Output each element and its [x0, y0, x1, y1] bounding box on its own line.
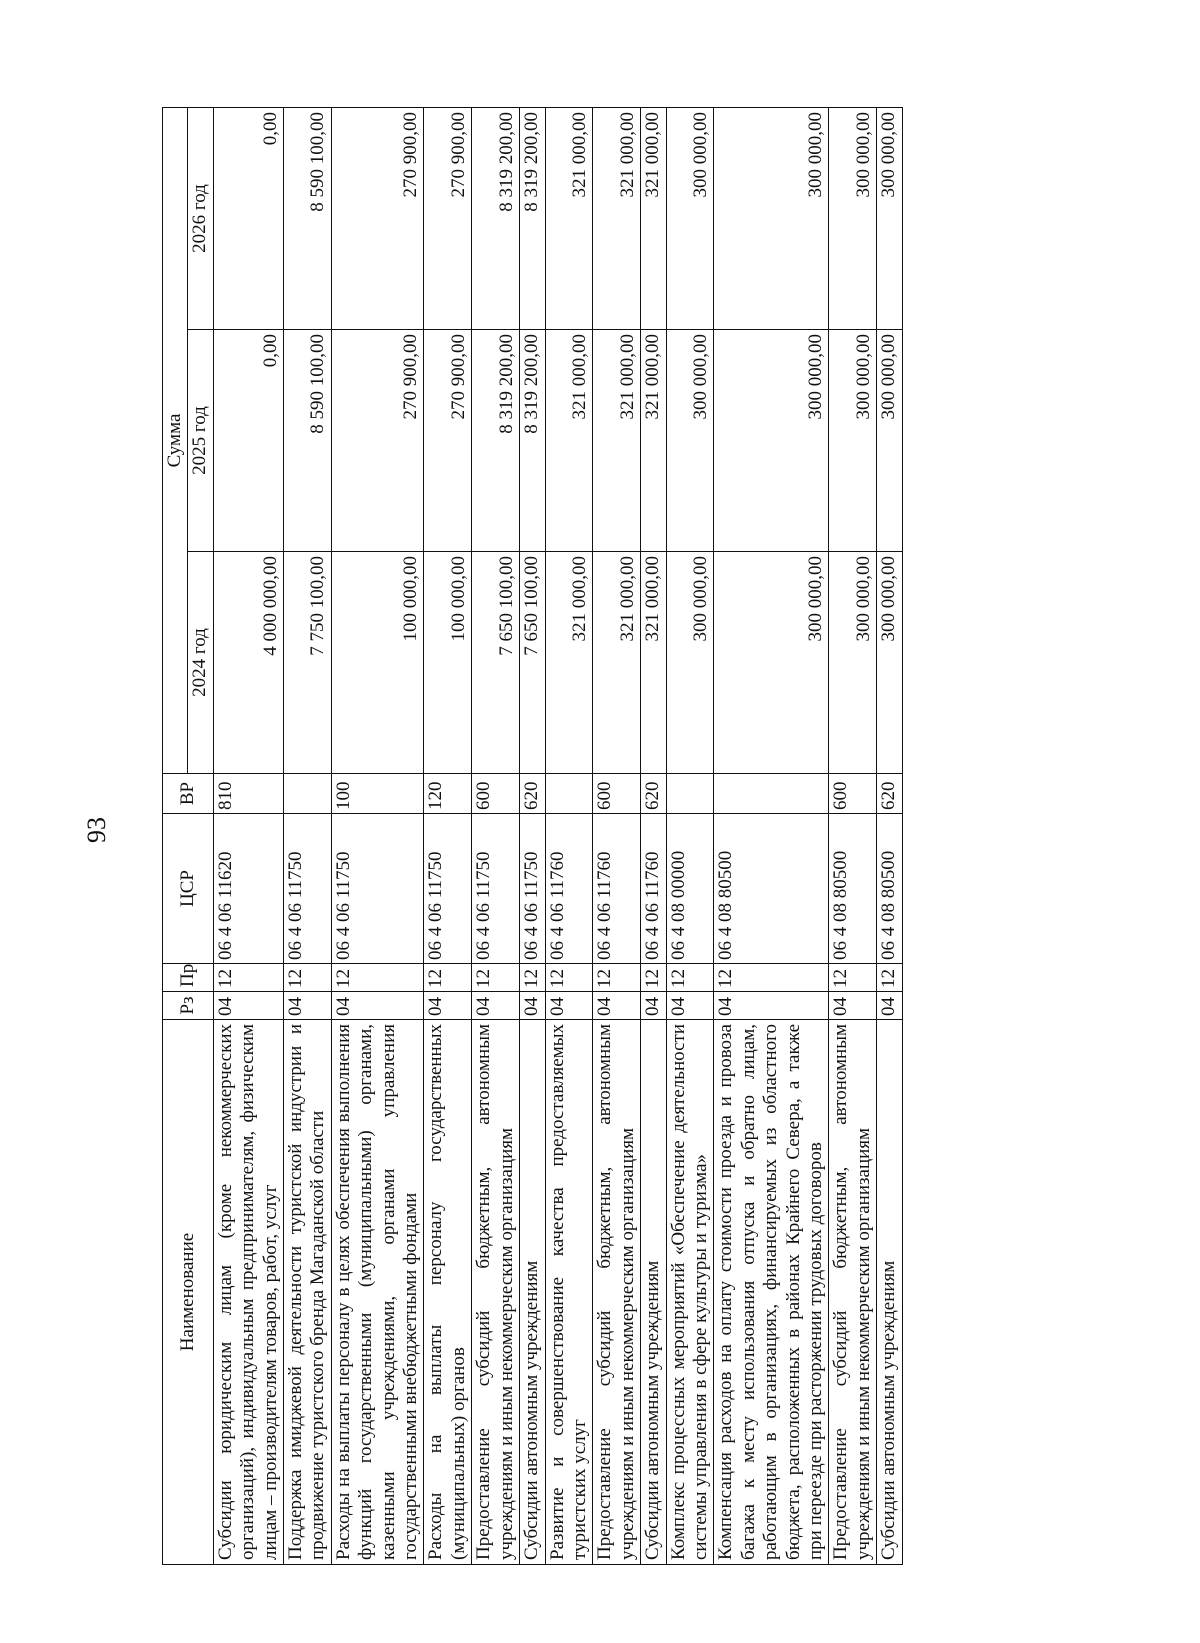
table-cell-name: Субсидии автономным учреждениям	[641, 1020, 666, 1565]
table-cell-rz: 04	[641, 992, 666, 1020]
table-cell-2024: 300 000,00	[666, 552, 714, 774]
table-cell-csr: 06 4 06 11760	[545, 814, 593, 964]
table-cell-rz: 04	[284, 992, 332, 1020]
table-cell-vr	[284, 774, 332, 814]
table-row	[284, 108, 332, 1565]
table-cell-rz: 04	[877, 992, 902, 1020]
table-row	[593, 108, 641, 1565]
table-cell-2026: 300 000,00	[877, 108, 902, 330]
table-cell-pr: 12	[520, 964, 545, 992]
header-rz: Рз	[163, 992, 214, 1020]
table-cell-vr: 620	[877, 774, 902, 814]
table-cell-vr	[545, 774, 593, 814]
table-cell-vr: 620	[641, 774, 666, 814]
table-cell-pr: 12	[424, 964, 472, 992]
table-cell-pr: 12	[472, 964, 520, 992]
table-row	[829, 108, 877, 1565]
table-cell-2026: 300 000,00	[714, 108, 829, 330]
table-cell-2025: 300 000,00	[714, 330, 829, 552]
table-cell-csr: 06 4 06 11760	[641, 814, 666, 964]
table-cell-name: Предоставление субсидий бюджетным, автономным учреждениям и иным некоммерческим организациям	[829, 1020, 877, 1565]
table-cell-2024: 100 000,00	[331, 552, 424, 774]
table-cell-2024: 4 000 000,00	[213, 552, 283, 774]
table-cell-csr: 06 4 06 11750	[331, 814, 424, 964]
table-cell-csr: 06 4 06 11750	[520, 814, 545, 964]
table-row	[424, 108, 472, 1565]
table-cell-rz: 04	[472, 992, 520, 1020]
table-cell-2026: 300 000,00	[666, 108, 714, 330]
table-cell-pr: 12	[284, 964, 332, 992]
table-cell-vr	[666, 774, 714, 814]
table-cell-2025: 8 319 200,00	[472, 330, 520, 552]
table-cell-2024: 7 650 100,00	[472, 552, 520, 774]
table-cell-csr: 06 4 08 80500	[829, 814, 877, 964]
table-cell-2025: 8 319 200,00	[520, 330, 545, 552]
table-row	[545, 108, 593, 1565]
table-cell-csr: 06 4 06 11750	[284, 814, 332, 964]
table-row	[641, 108, 666, 1565]
table-cell-2025: 300 000,00	[666, 330, 714, 552]
table-cell-vr: 120	[424, 774, 472, 814]
table-cell-csr: 06 4 06 11750	[472, 814, 520, 964]
header-2024: 2024 год	[188, 552, 213, 774]
table-cell-name: Поддержка имиджевой деятельности туристской индустрии и продвижение туристского бренда Магаданской области	[284, 1020, 332, 1565]
table-cell-2024: 7 750 100,00	[284, 552, 332, 774]
table-cell-csr: 06 4 06 11620	[213, 814, 283, 964]
table-cell-2026: 321 000,00	[545, 108, 593, 330]
table-cell-pr: 12	[714, 964, 829, 992]
table-cell-rz: 04	[331, 992, 424, 1020]
table-cell-pr: 12	[331, 964, 424, 992]
table-cell-2025: 0,00	[213, 330, 283, 552]
table-cell-name: Субсидии юридическим лицам (кроме некоммерческих организаций), индивидуальным предпринимателям, физическим лицам – производителям товаров, работ, услуг	[213, 1020, 283, 1565]
table-cell-name: Расходы на выплаты персоналу в целях обеспечения выполнения функций государственными (муниципальными) органами, казенными учреждениями, органами управления государственными внебюджетными фондами	[331, 1020, 424, 1565]
table-cell-2026: 321 000,00	[641, 108, 666, 330]
table-cell-vr: 600	[829, 774, 877, 814]
header-2025: 2025 год	[188, 330, 213, 552]
table-cell-2025: 321 000,00	[545, 330, 593, 552]
table-cell-name: Развитие и совершенствование качества предоставляемых туристских услуг	[545, 1020, 593, 1565]
table-cell-rz: 04	[424, 992, 472, 1020]
table-cell-rz: 04	[545, 992, 593, 1020]
table-cell-2026: 8 590 100,00	[284, 108, 332, 330]
header-sum: Сумма	[163, 108, 188, 774]
table-cell-2024: 7 650 100,00	[520, 552, 545, 774]
table-cell-pr: 12	[545, 964, 593, 992]
header-csr: ЦСР	[163, 814, 214, 964]
table-cell-csr: 06 4 08 80500	[877, 814, 902, 964]
table-cell-2024: 321 000,00	[641, 552, 666, 774]
table-cell-vr: 100	[331, 774, 424, 814]
table-cell-2026: 300 000,00	[829, 108, 877, 330]
table-cell-name: Компенсация расходов на оплату стоимости проезда и провоза багажа к месту использования отпуска и обратно лицам, работающим в организациях, финансируемых из областного бюджета, расположенных в районах Крайнего Севера, а также при переезде при расторжении трудовых договоров	[714, 1020, 829, 1565]
table-cell-2026: 270 900,00	[331, 108, 424, 330]
table-row	[472, 108, 520, 1565]
table-cell-pr: 12	[641, 964, 666, 992]
table-cell-rz: 04	[829, 992, 877, 1020]
table-cell-2024: 300 000,00	[714, 552, 829, 774]
table-cell-pr: 12	[593, 964, 641, 992]
table-cell-pr: 12	[666, 964, 714, 992]
header-row	[163, 108, 188, 1565]
table-cell-2026: 8 319 200,00	[472, 108, 520, 330]
table-cell-2026: 8 319 200,00	[520, 108, 545, 330]
table-cell-vr: 620	[520, 774, 545, 814]
table-cell-pr: 12	[829, 964, 877, 992]
header-pr: Пр	[163, 964, 214, 992]
table-cell-rz: 04	[593, 992, 641, 1020]
table-cell-2025: 300 000,00	[877, 330, 902, 552]
table-row	[877, 108, 902, 1565]
table-cell-2025: 8 590 100,00	[284, 330, 332, 552]
table-cell-vr: 600	[593, 774, 641, 814]
budget-table	[162, 107, 903, 1565]
table-row	[520, 108, 545, 1565]
table-cell-name: Предоставление субсидий бюджетным, автономным учреждениям и иным некоммерческим организациям	[593, 1020, 641, 1565]
table-cell-rz: 04	[213, 992, 283, 1020]
header-2026: 2026 год	[188, 108, 213, 330]
table-cell-rz: 04	[666, 992, 714, 1020]
table-cell-rz: 04	[520, 992, 545, 1020]
table-row	[714, 108, 829, 1565]
header-vr: ВР	[163, 774, 214, 814]
table-cell-name: Субсидии автономным учреждениям	[520, 1020, 545, 1565]
page-number: 93	[82, 817, 111, 843]
table-cell-2025: 300 000,00	[829, 330, 877, 552]
table-cell-csr: 06 4 06 11750	[424, 814, 472, 964]
table-cell-2024: 321 000,00	[545, 552, 593, 774]
table-cell-2025: 321 000,00	[641, 330, 666, 552]
table-row	[213, 108, 283, 1565]
table-row	[331, 108, 424, 1565]
table-cell-pr: 12	[877, 964, 902, 992]
table-cell-2026: 270 900,00	[424, 108, 472, 330]
rotated-table-wrapper	[162, 108, 1095, 1565]
table-cell-2024: 300 000,00	[829, 552, 877, 774]
header-name: Наименование	[163, 1020, 214, 1565]
table-cell-2024: 300 000,00	[877, 552, 902, 774]
table-cell-csr: 06 4 08 00000	[666, 814, 714, 964]
table-cell-2025: 270 900,00	[424, 330, 472, 552]
table-cell-name: Расходы на выплаты персоналу государственных (муниципальных) органов	[424, 1020, 472, 1565]
table-cell-2024: 100 000,00	[424, 552, 472, 774]
table-cell-vr: 810	[213, 774, 283, 814]
table-cell-pr: 12	[213, 964, 283, 992]
table-cell-2025: 321 000,00	[593, 330, 641, 552]
table-cell-name: Предоставление субсидий бюджетным, автономным учреждениям и иным некоммерческим организациям	[472, 1020, 520, 1565]
table-cell-2024: 321 000,00	[593, 552, 641, 774]
table-cell-csr: 06 4 06 11760	[593, 814, 641, 964]
table-cell-vr	[714, 774, 829, 814]
table-cell-2026: 321 000,00	[593, 108, 641, 330]
table-cell-name: Комплекс процессных мероприятий «Обеспечение деятельности системы управления в сфере культуры и туризма»	[666, 1020, 714, 1565]
table-cell-name: Субсидии автономным учреждениям	[877, 1020, 902, 1565]
table-row	[666, 108, 714, 1565]
table-cell-2025: 270 900,00	[331, 330, 424, 552]
table-cell-vr: 600	[472, 774, 520, 814]
table-cell-2026: 0,00	[213, 108, 283, 330]
table-cell-csr: 06 4 08 80500	[714, 814, 829, 964]
table-cell-rz: 04	[714, 992, 829, 1020]
